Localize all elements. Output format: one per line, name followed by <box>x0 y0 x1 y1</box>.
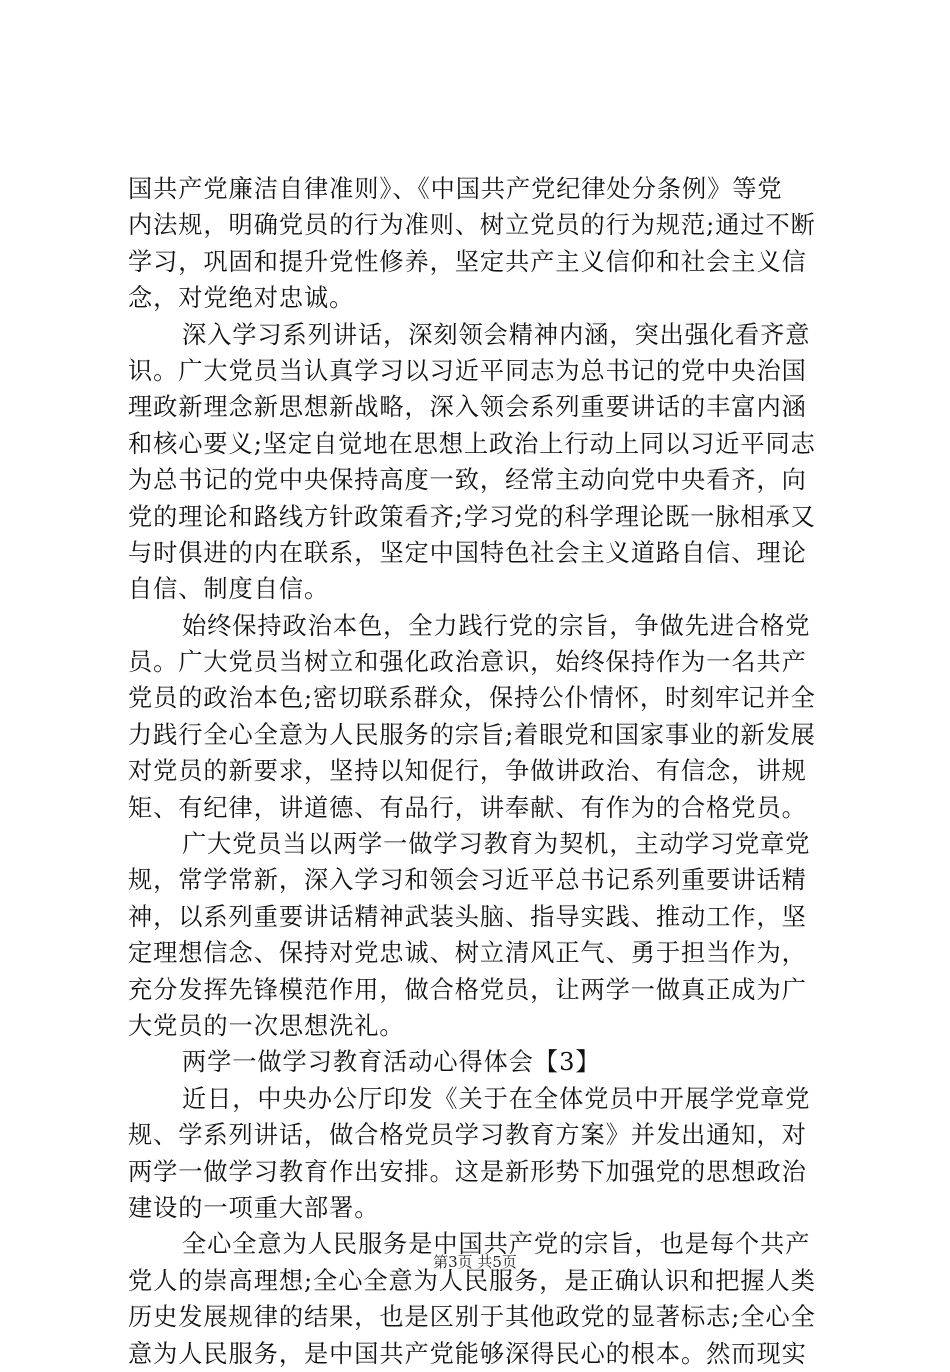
text-line: 学习，巩固和提升党性修养，坚定共产主义信仰和社会主义信 <box>128 247 807 276</box>
text-line: 始终保持政治本色，全力践行党的宗旨，争做先进合格党 <box>182 611 811 640</box>
text-line: 近日，中央办公厅印发《关于在全体党员中开展学党章党 <box>182 1084 811 1113</box>
text-line: 大党员的一次思想洗礼。 <box>128 1011 405 1040</box>
document-body <box>128 171 828 1372</box>
text-line: 两学一做学习教育活动心得体会【3】 <box>182 1048 601 1077</box>
text-line: 理政新理念新思想新战略，深入领会系列重要讲话的丰富内涵 <box>128 393 807 422</box>
text-line: 定理想信念、保持对党忠诚、树立清风正气、勇于担当作为， <box>128 939 807 968</box>
text-line: 党员的政治本色;密切联系群众，保持公仆情怀，时刻牢记并全 <box>128 684 816 713</box>
text-line: 自信、制度自信。 <box>128 575 330 604</box>
text-line: 充分发挥先锋模范作用，做合格党员，让两学一做真正成为广 <box>128 975 807 1004</box>
text-line: 力践行全心全意为人民服务的宗旨;着眼党和国家事业的新发展 <box>128 720 816 749</box>
text-line: 对党员的新要求，坚持以知促行，争做讲政治、有信念，讲规 <box>128 757 807 786</box>
text-line: 两学一做学习教育作出安排。这是新形势下加强党的思想政治 <box>128 1157 807 1186</box>
text-line: 党的理论和路线方针政策看齐;学习党的科学理论既一脉相承又 <box>128 502 816 531</box>
text-line: 和核心要义;坚定自觉地在思想上政治上行动上同以习近平同志 <box>128 429 816 458</box>
text-line: 为总书记的党中央保持高度一致，经常主动向党中央看齐，向 <box>128 466 807 495</box>
text-line: 规，常学常新，深入学习和领会习近平总书记系列重要讲话精 <box>128 866 807 895</box>
text-line: 矩、有纪律，讲道德、有品行，讲奉献、有作为的合格党员。 <box>128 793 807 822</box>
text-line: 历史发展规律的结果，也是区别于其他政党的显著标志;全心全 <box>128 1303 816 1332</box>
text-line: 与时俱进的内在联系，坚定中国特色社会主义道路自信、理论 <box>128 538 807 567</box>
text-line: 广大党员当以两学一做学习教育为契机，主动学习党章党 <box>182 830 811 859</box>
text-line: 党人的崇高理想;全心全意为人民服务，是正确认识和把握人类 <box>128 1266 816 1295</box>
text-line: 深入学习系列讲话，深刻领会精神内涵，突出强化看齐意 <box>182 320 811 349</box>
text-line: 念，对党绝对忠诚。 <box>128 284 355 313</box>
text-line: 员。广大党员当树立和强化政治意识，始终保持作为一名共产 <box>128 648 807 677</box>
text-line: 意为人民服务，是中国共产党能够深得民心的根本。然而现实 <box>128 1339 807 1368</box>
text-line: 神，以系列重要讲话精神武装头脑、指导实践、推动工作，坚 <box>128 902 807 931</box>
text-line: 内法规，明确党员的行为准则、树立党员的行为规范;通过不断 <box>128 211 816 240</box>
text-line: 国共产党廉洁自律准则》、《中国共产党纪律处分条例》等党 <box>128 175 783 203</box>
text-line: 全心全意为人民服务是中国共产党的宗旨，也是每个共产 <box>182 1230 811 1259</box>
text-line: 规、学系列讲话，做合格党员学习教育方案》并发出通知，对 <box>128 1121 807 1150</box>
page-number-footer: 第3页 共5页 <box>433 1253 517 1271</box>
text-line: 识。广大党员当认真学习以习近平同志为总书记的党中央治国 <box>128 356 807 385</box>
text-line: 建设的一项重大部署。 <box>128 1193 380 1222</box>
